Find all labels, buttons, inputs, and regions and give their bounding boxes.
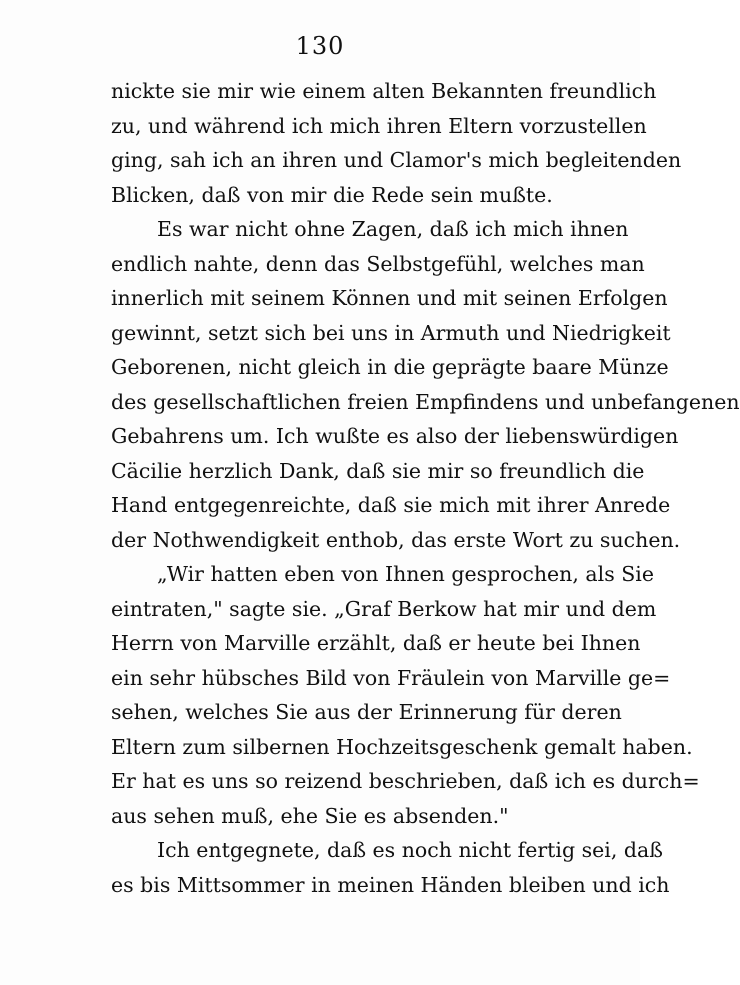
paragraph-start-line: Es war nicht ohne Zagen, daß ich mich ihnen xyxy=(157,217,629,241)
text-line: Blicken, daß von mir die Rede sein mußte. xyxy=(111,182,553,207)
text-line: Er hat es uns so reizend beschrieben, daß ich es durch= xyxy=(111,769,700,793)
text-line: sehen, welches Sie aus der Erinnerung für deren xyxy=(111,700,622,724)
text-line: Cäcilie herzlich Dank, daß sie mir so freundlich die xyxy=(111,458,645,483)
text-line: ein sehr hübsches Bild von Fräulein von Marville ge= xyxy=(111,665,671,690)
text-line: innerlich mit seinem Können und mit seinen Erfolgen xyxy=(111,286,668,310)
text-line: aus sehen muß, ehe Sie es absenden." xyxy=(111,803,509,828)
paragraph-start-line: „Wir hatten eben von Ihnen gesprochen, als Sie xyxy=(157,562,654,586)
text-line: Geborenen, nicht gleich in die geprägte baare Münze xyxy=(111,355,669,379)
text-line: Hand entgegenreichte, daß sie mich mit ihrer Anrede xyxy=(111,493,671,517)
text-line: zu, und während ich mich ihren Eltern vorzustellen xyxy=(111,113,647,138)
text-line: ging, sah ich an ihren und Clamor's mich begleitenden xyxy=(111,148,682,172)
text-line: endlich nahte, denn das Selbstgefühl, welches man xyxy=(111,251,645,276)
text-line: eintraten," sagte sie. „Graf Berkow hat mir und dem xyxy=(111,596,657,621)
page-number: 130 xyxy=(295,32,345,60)
text-line: Eltern zum silbernen Hochzeitsgeschenk gemalt haben. xyxy=(111,734,693,759)
text-line: Herrn von Marville erzählt, daß er heute bei Ihnen xyxy=(111,631,641,655)
text-line: des gesellschaftlichen freien Empfindens und unbefangenen xyxy=(111,389,740,414)
text-line: nickte sie mir wie einem alten Bekannten freundlich xyxy=(111,79,657,103)
text-line: gewinnt, setzt sich bei uns in Armuth und Niedrigkeit xyxy=(111,320,671,345)
text-line: es bis Mittsommer in meinen Händen bleiben und ich xyxy=(111,872,670,897)
text-line: Gebahrens um. Ich wußte es also der liebenswürdigen xyxy=(111,424,679,448)
paragraph-start-line: Ich entgegnete, daß es noch nicht fertig sei, daß xyxy=(157,838,663,862)
body-text xyxy=(111,74,740,902)
text-line: der Nothwendigkeit enthob, das erste Wort zu suchen. xyxy=(111,527,681,552)
